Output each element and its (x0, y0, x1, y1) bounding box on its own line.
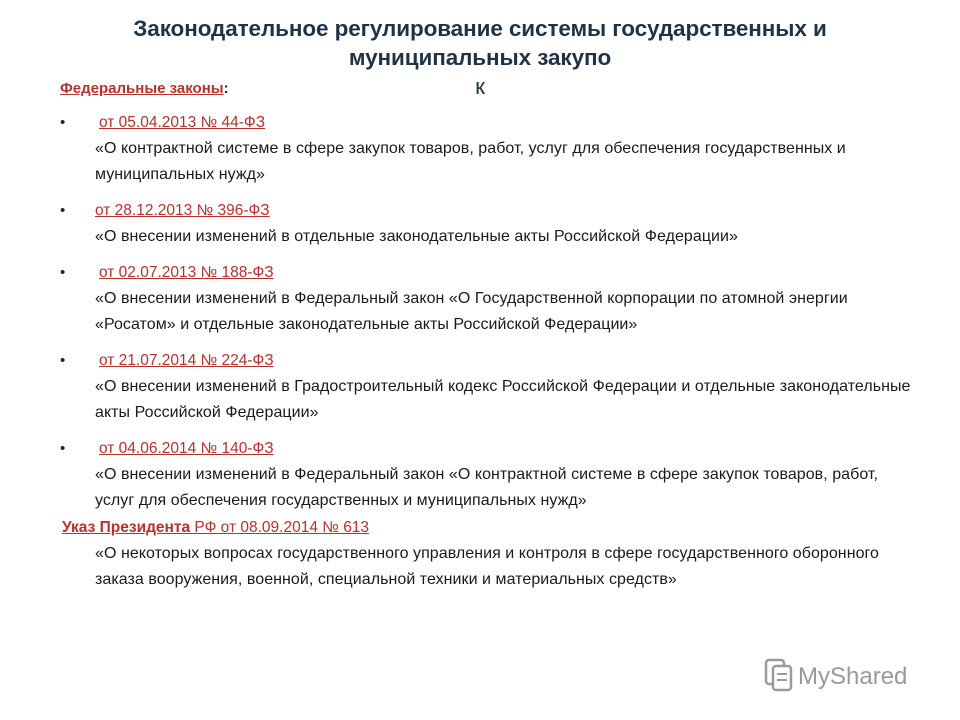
law-link-396-fz[interactable]: от 28.12.2013 № 396-ФЗ (95, 202, 270, 219)
section-heading (60, 80, 229, 97)
decree-ref: РФ от 08.09.2014 № 613 (190, 519, 370, 536)
section-heading-suffix: : (223, 80, 229, 97)
watermark-text: MyShared (798, 663, 908, 690)
bullet: • (60, 114, 66, 131)
law-link-140-fz[interactable]: от 04.06.2014 № 140-ФЗ (99, 440, 274, 457)
law-link-44-fz[interactable]: от 05.04.2013 № 44-ФЗ (99, 114, 266, 131)
law-link-188-fz[interactable]: от 02.07.2013 № 188-ФЗ (99, 264, 274, 281)
title-line-1: Законодательное регулирование системы государственных и (133, 16, 827, 41)
bullet: • (60, 440, 66, 457)
law-item-224 (60, 348, 920, 426)
law-item-44 (60, 110, 920, 188)
law-list (60, 110, 920, 524)
decree-link[interactable] (60, 515, 920, 541)
title-line-2-main: муниципальных закупо (348, 45, 612, 70)
law-description: «О внесении изменений в Федеральный закон «О Государственной корпорации по атомной энергии «Росатом» и отдельные законодательные акты Российской Федерации» (95, 290, 848, 333)
myshared-watermark (762, 654, 922, 694)
law-link-224-fz[interactable]: от 21.07.2014 № 224-ФЗ (99, 352, 274, 369)
law-description: «О контрактной системе в сфере закупок товаров, работ, услуг для обеспечения государственных и муниципальных нужд» (95, 140, 846, 183)
bullet: • (60, 352, 66, 369)
law-description: «О внесении изменений в Градостроительный кодекс Российской Федерации и отдельные законодательные акты Российской Федерации» (95, 378, 911, 421)
law-description: «О внесении изменений в Федеральный закон «О контрактной системе в сфере закупок товаров, работ, услуг для обеспечения государственных и муниципальных нужд» (95, 466, 879, 509)
law-item-396 (60, 198, 920, 250)
bullet: • (60, 202, 66, 219)
decree-label: Указ Президента (62, 519, 191, 536)
law-item-188 (60, 260, 920, 338)
bullet: • (60, 264, 66, 281)
law-item-140 (60, 436, 920, 514)
title-line-2-tail: к (475, 74, 485, 99)
federal-laws-link[interactable]: Федеральные законы (60, 80, 224, 97)
myshared-logo-icon (766, 660, 791, 690)
presidential-decree (60, 515, 920, 593)
law-description: «О внесении изменений в отдельные законодательные акты Российской Федерации» (95, 228, 738, 245)
decree-description: «О некоторых вопросах государственного управления и контроля в сфере государственного оборонного заказа вооружения, военной, специальной техники и материальных средств» (95, 545, 880, 588)
